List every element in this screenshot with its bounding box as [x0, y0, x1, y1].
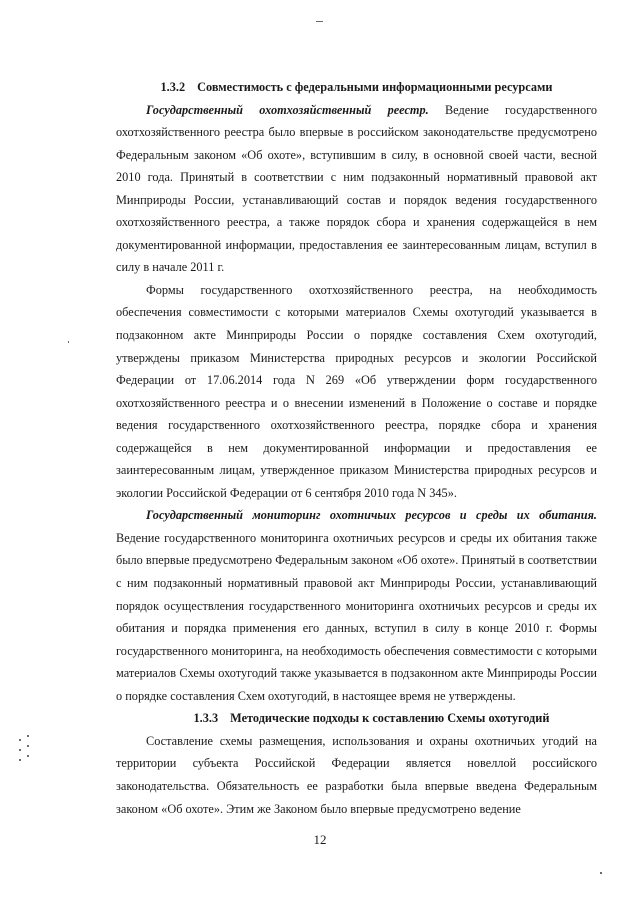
- paragraph-hunting-registry: [116, 99, 597, 279]
- section-number: 1.3.2: [160, 80, 186, 94]
- section-number: 1.3.3: [193, 711, 219, 726]
- paragraph-lead: Государственный мониторинг охотничьих ресурсов и среды их обитания.: [146, 508, 597, 523]
- paragraph-text: Ведение государственного охотхозяйственного реестра было впервые в российском законодательстве предусмотрено Федеральным законом «Об охоте», вступившим в силу, в основной своей части, весной 2010 года. Принятый в соответствии с ним подзаконный нормативный правовой акт Минприроды России, устанавливающий состав и порядок ведения государственного охотхозяйственного реестра, а также порядок сбора и хранения содержащейся в нем документированной информации, предоставления ее заинтересованным лицам, вступил в силу в начале 2011 г.: [116, 102, 597, 275]
- scan-artifact-mark: [316, 21, 323, 22]
- section-heading-1-3-2: [116, 76, 597, 99]
- scan-artifact-mark: [27, 745, 29, 747]
- paragraph-text: Формы государственного охотхозяйственного реестра, на необходимость обеспечения совместимости с которыми материалов Схемы охотугодий указывается в подзаконном акте Минприроды России о порядке составления Схем охотугодий, утверждены приказом Министерства природных ресурсов и экологии Российской Федерации от 17.06.2014 года N 269 «Об утверждении форм государственного охотхозяйственного реестра и о внесении изменений в Положение о составе и порядке ведения государственного охотхозяйственного реестра, порядке сбора и хранения содержащейся в нем документированной информации и предоставления ее заинтересованным лицам, утвержденное приказом Министерства природных ресурсов и экологии Российской Федерации от 6 сентября 2010 года N 345».: [116, 282, 597, 500]
- scan-artifact-mark: [19, 759, 21, 761]
- page-number: 12: [313, 832, 327, 847]
- paragraph-text: Ведение государственного мониторинга охотничьих ресурсов и среды их обитания также было впервые предусмотрено Федеральным законом «Об охоте». Принятый в соответствии с ним подзаконный нормативный правовой акт Минприроды России, устанавливающий порядок осуществления государственного мониторинга охотничьих ресурсов и среды их обитания и порядка применения его данных, вступил в силу в конце 2010 г. Формы государственного мониторинга, на необходимость обеспечения совместимости с которыми материалов Схемы охотугодий также указывается в подзаконном акте Минприроды России о порядке составления Схем охотугодий, в настоящее время не утверждены.: [116, 530, 597, 703]
- section-heading-1-3-3: [116, 707, 597, 730]
- paragraph-text: Составление схемы размещения, использования и охраны охотничьих угодий на территории субъекта Российской Федерации является новеллой российского законодательства. Обязательность ее разработки была впервые введена Федеральным законом «Об охоте». Этим же Законом было впервые предусмотрено ведение: [116, 733, 597, 816]
- paragraph-lead: Государственный охотхозяйственный реестр.: [146, 102, 429, 117]
- scan-artifact-mark: [19, 749, 21, 751]
- document-body: [116, 76, 597, 820]
- scan-artifact-mark: [27, 755, 29, 757]
- scan-artifact-mark: [27, 735, 29, 737]
- section-title: Методические подходы к составлению Схемы охотугодий: [230, 711, 550, 726]
- paragraph-monitoring: [116, 504, 597, 707]
- paragraph-scheme-approach: [116, 730, 597, 820]
- scan-artifact-mark: [600, 872, 602, 874]
- scan-artifact-mark: [19, 739, 21, 741]
- scan-artifact-mark: [68, 341, 69, 343]
- section-title: Совместимость с федеральными информационными ресурсами: [197, 80, 553, 94]
- paragraph-registry-forms: [116, 279, 597, 504]
